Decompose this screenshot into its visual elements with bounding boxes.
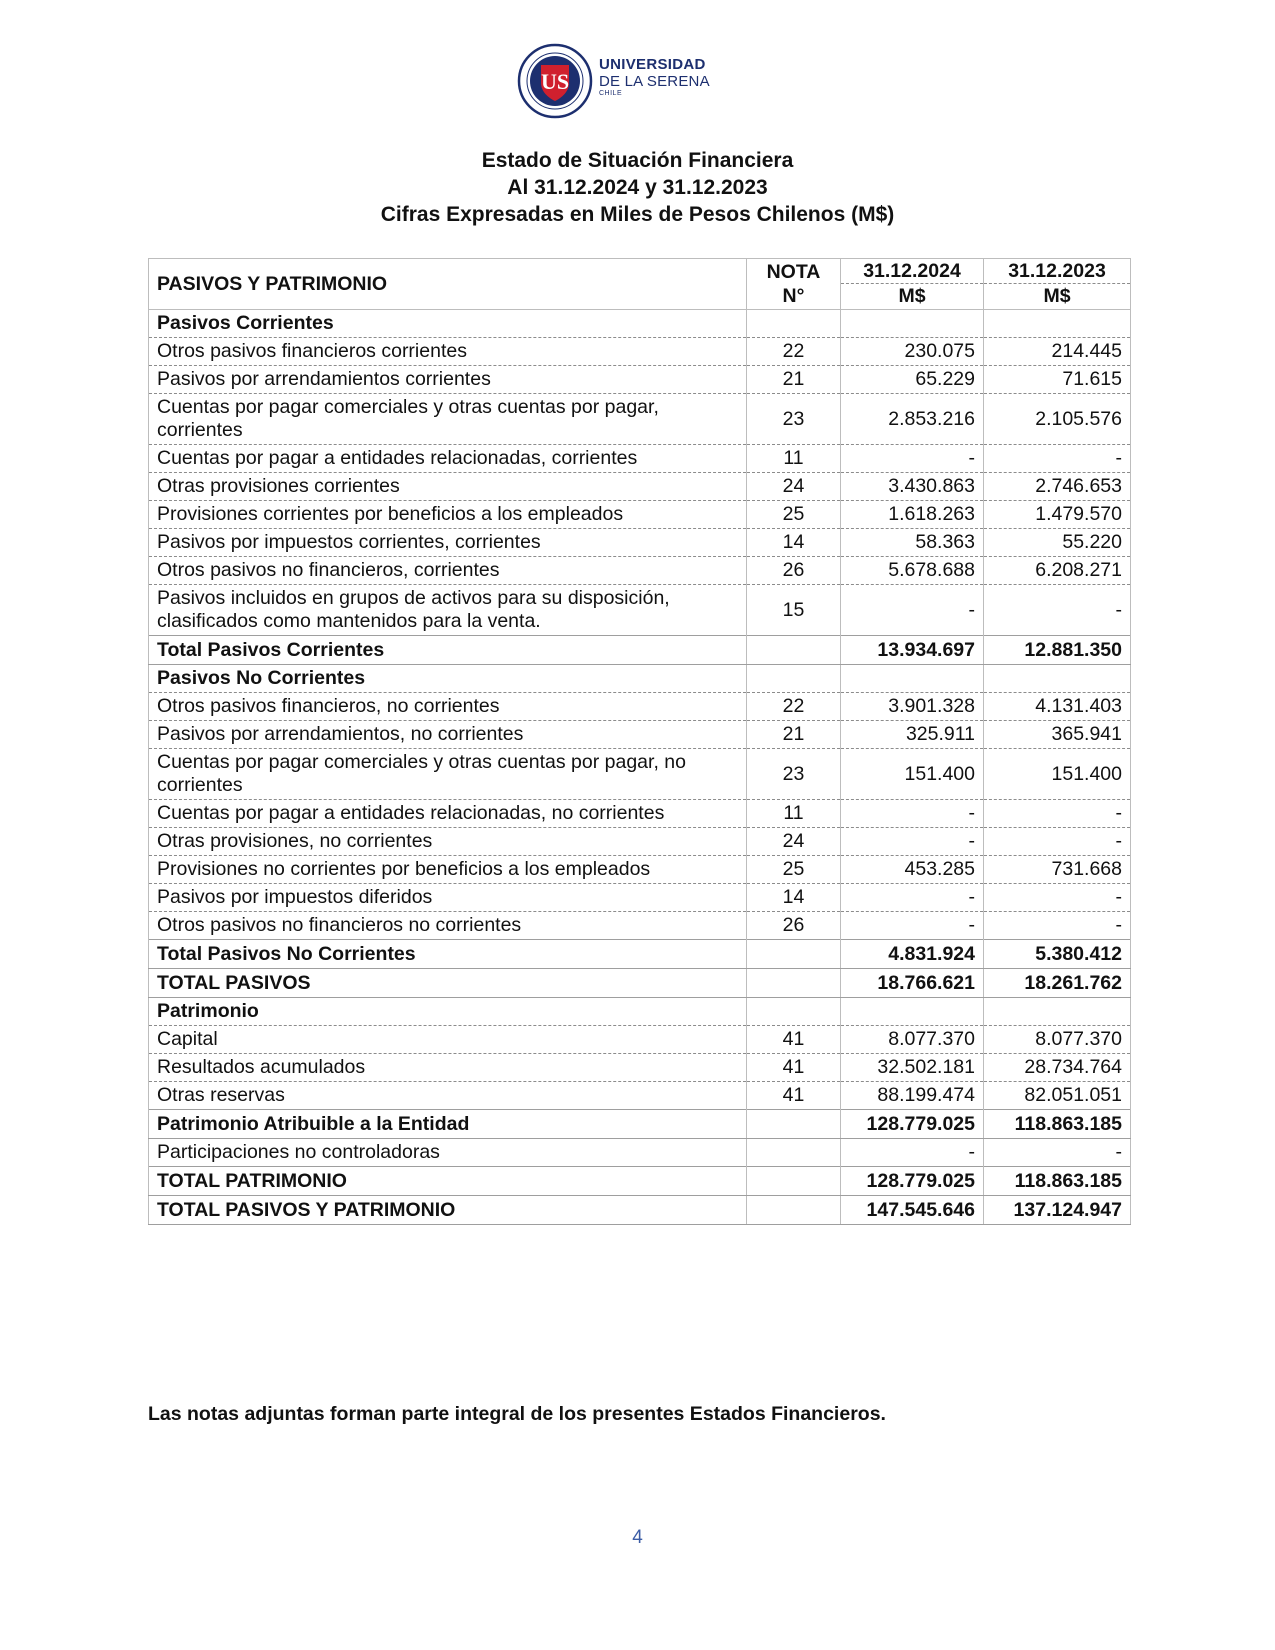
total-row [149, 1167, 1131, 1196]
title-line-2: Al 31.12.2024 y 31.12.2023 [507, 176, 768, 199]
row-value-2024: 230.075 [841, 338, 984, 366]
row-value-2023: 731.668 [984, 856, 1131, 884]
header-unit-2023: M$ [984, 284, 1131, 310]
row-nota: 25 [747, 501, 841, 529]
row-label: Pasivos por impuestos diferidos [149, 884, 747, 912]
row-value-2023: 5.380.412 [984, 940, 1131, 969]
row-nota [747, 1110, 841, 1139]
row-label: Pasivos por arrendamientos, no corrientes [149, 721, 747, 749]
table-row [149, 1082, 1131, 1110]
row-value-2024: 128.779.025 [841, 1167, 984, 1196]
header-nota-line2: N° [782, 285, 805, 307]
header-date-2024: 31.12.2024 [841, 259, 984, 284]
row-value-2023: 71.615 [984, 366, 1131, 394]
row-label: Resultados acumulados [149, 1054, 747, 1082]
row-nota [747, 998, 841, 1026]
row-nota: 14 [747, 529, 841, 557]
row-value-2024: 1.618.263 [841, 501, 984, 529]
row-label: Otros pasivos no financieros no corrientes [149, 912, 747, 940]
row-value-2024: 88.199.474 [841, 1082, 984, 1110]
row-value-2024: 3.901.328 [841, 693, 984, 721]
row-nota: 41 [747, 1054, 841, 1082]
row-value-2024: - [841, 800, 984, 828]
university-logo [517, 43, 717, 119]
total-row [149, 1110, 1131, 1139]
row-label: TOTAL PATRIMONIO [149, 1167, 747, 1196]
row-value-2024: - [841, 884, 984, 912]
table-row [149, 501, 1131, 529]
table-row [149, 828, 1131, 856]
row-nota: 21 [747, 721, 841, 749]
table-row [149, 884, 1131, 912]
row-nota: 41 [747, 1082, 841, 1110]
row-label: TOTAL PASIVOS [149, 969, 747, 998]
row-label: Provisiones no corrientes por beneficios a los empleados [149, 856, 747, 884]
row-label: Otras provisiones corrientes [149, 473, 747, 501]
row-value-2024 [841, 310, 984, 338]
row-nota: 11 [747, 800, 841, 828]
table-row [149, 338, 1131, 366]
row-nota: 23 [747, 749, 841, 800]
row-value-2023: 8.077.370 [984, 1026, 1131, 1054]
row-value-2023: 137.124.947 [984, 1196, 1131, 1225]
row-value-2024: - [841, 912, 984, 940]
row-value-2023: 2.746.653 [984, 473, 1131, 501]
title-line-1: Estado de Situación Financiera [481, 149, 794, 172]
total-row [149, 969, 1131, 998]
row-value-2023 [984, 310, 1131, 338]
logo-text [599, 57, 710, 98]
row-value-2024: 18.766.621 [841, 969, 984, 998]
table-row [149, 445, 1131, 473]
document-title [0, 147, 1275, 228]
row-value-2023: - [984, 1139, 1131, 1167]
university-seal-icon [517, 43, 593, 119]
table-row [149, 912, 1131, 940]
row-label: Otras reservas [149, 1082, 747, 1110]
row-nota: 22 [747, 338, 841, 366]
header-unit-2024: M$ [841, 284, 984, 310]
row-value-2024: 2.853.216 [841, 394, 984, 445]
row-value-2024: 13.934.697 [841, 636, 984, 665]
row-label: Otros pasivos financieros corrientes [149, 338, 747, 366]
section-header-row [149, 998, 1131, 1026]
row-value-2023: 6.208.271 [984, 557, 1131, 585]
row-value-2023: 2.105.576 [984, 394, 1131, 445]
row-label: Otros pasivos no financieros, corrientes [149, 557, 747, 585]
row-nota: 14 [747, 884, 841, 912]
row-label: Cuentas por pagar comerciales y otras cuentas por pagar, no corrientes [149, 749, 747, 800]
row-value-2024: 8.077.370 [841, 1026, 984, 1054]
row-value-2023 [984, 998, 1131, 1026]
row-nota: 21 [747, 366, 841, 394]
table-row [149, 693, 1131, 721]
row-value-2024: 453.285 [841, 856, 984, 884]
row-nota: 22 [747, 693, 841, 721]
row-label: Otras provisiones, no corrientes [149, 828, 747, 856]
header-date-2023: 31.12.2023 [984, 259, 1131, 284]
table-row [149, 1054, 1131, 1082]
table-row [149, 1026, 1131, 1054]
row-label: Total Pasivos No Corrientes [149, 940, 747, 969]
row-value-2023: 118.863.185 [984, 1167, 1131, 1196]
row-label: Patrimonio [149, 998, 747, 1026]
table-row [149, 856, 1131, 884]
row-label: Provisiones corrientes por beneficios a los empleados [149, 501, 747, 529]
financial-statement-table [148, 258, 1131, 1225]
row-value-2023: 4.131.403 [984, 693, 1131, 721]
row-label: Otros pasivos financieros, no corrientes [149, 693, 747, 721]
row-value-2024: 128.779.025 [841, 1110, 984, 1139]
table-row [149, 529, 1131, 557]
row-nota [747, 665, 841, 693]
row-value-2024: - [841, 445, 984, 473]
row-value-2024: - [841, 585, 984, 636]
row-nota: 15 [747, 585, 841, 636]
table-header-row [149, 259, 1131, 284]
footnote: Las notas adjuntas forman parte integral de los presentes Estados Financieros. [148, 1403, 886, 1425]
row-nota [747, 1167, 841, 1196]
row-value-2024: 325.911 [841, 721, 984, 749]
row-nota: 26 [747, 912, 841, 940]
row-value-2023: - [984, 585, 1131, 636]
row-nota: 24 [747, 828, 841, 856]
table-row [149, 394, 1131, 445]
total-row [149, 636, 1131, 665]
row-label: Participaciones no controladoras [149, 1139, 747, 1167]
table-row [149, 585, 1131, 636]
table-row [149, 557, 1131, 585]
header-nota-line1: NOTA [766, 261, 821, 283]
row-value-2023: - [984, 884, 1131, 912]
row-value-2023: 12.881.350 [984, 636, 1131, 665]
row-nota [747, 1196, 841, 1225]
table-row [149, 749, 1131, 800]
row-value-2023: 18.261.762 [984, 969, 1131, 998]
row-nota [747, 310, 841, 338]
row-label: Patrimonio Atribuible a la Entidad [149, 1110, 747, 1139]
svg-text:US: US [540, 69, 570, 94]
row-value-2024 [841, 998, 984, 1026]
section-header-row [149, 310, 1131, 338]
row-label: Pasivos por impuestos corrientes, corrientes [149, 529, 747, 557]
row-value-2023: - [984, 800, 1131, 828]
row-value-2023: 1.479.570 [984, 501, 1131, 529]
table-row [149, 800, 1131, 828]
table-row [149, 366, 1131, 394]
row-value-2023: 151.400 [984, 749, 1131, 800]
row-value-2023: 214.445 [984, 338, 1131, 366]
row-value-2024: 3.430.863 [841, 473, 984, 501]
row-nota: 23 [747, 394, 841, 445]
row-value-2023: 118.863.185 [984, 1110, 1131, 1139]
row-label: Total Pasivos Corrientes [149, 636, 747, 665]
row-value-2023: - [984, 445, 1131, 473]
row-value-2024: 32.502.181 [841, 1054, 984, 1082]
row-label: Pasivos No Corrientes [149, 665, 747, 693]
row-value-2023: 82.051.051 [984, 1082, 1131, 1110]
row-value-2023 [984, 665, 1131, 693]
row-value-2024: - [841, 1139, 984, 1167]
row-value-2023: 55.220 [984, 529, 1131, 557]
row-nota [747, 636, 841, 665]
row-value-2023: - [984, 828, 1131, 856]
logo-line-chile: CHILE [599, 90, 623, 97]
section-header-row [149, 665, 1131, 693]
table-row [149, 1139, 1131, 1167]
title-line-3: Cifras Expresadas en Miles de Pesos Chilenos (M$) [380, 203, 895, 226]
row-value-2024 [841, 665, 984, 693]
logo-line-university: UNIVERSIDAD [599, 56, 706, 73]
row-label: Pasivos por arrendamientos corrientes [149, 366, 747, 394]
row-label: Cuentas por pagar a entidades relacionadas, no corrientes [149, 800, 747, 828]
row-value-2024: - [841, 828, 984, 856]
row-nota: 41 [747, 1026, 841, 1054]
total-row [149, 1196, 1131, 1225]
row-value-2024: 58.363 [841, 529, 984, 557]
row-value-2024: 147.545.646 [841, 1196, 984, 1225]
row-value-2023: 28.734.764 [984, 1054, 1131, 1082]
row-value-2024: 151.400 [841, 749, 984, 800]
row-nota: 24 [747, 473, 841, 501]
header-label: PASIVOS Y PATRIMONIO [149, 259, 747, 310]
row-nota [747, 940, 841, 969]
row-value-2023: 365.941 [984, 721, 1131, 749]
row-label: TOTAL PASIVOS Y PATRIMONIO [149, 1196, 747, 1225]
row-label: Pasivos incluidos en grupos de activos para su disposición, clasificados como mantenidos para la venta. [149, 585, 747, 636]
row-label: Pasivos Corrientes [149, 310, 747, 338]
row-nota: 25 [747, 856, 841, 884]
row-label: Cuentas por pagar a entidades relacionadas, corrientes [149, 445, 747, 473]
header-nota [747, 259, 841, 310]
row-nota [747, 1139, 841, 1167]
logo-line-serena: DE LA SERENA [599, 73, 710, 90]
row-value-2024: 4.831.924 [841, 940, 984, 969]
total-row [149, 940, 1131, 969]
row-value-2024: 5.678.688 [841, 557, 984, 585]
table-row [149, 721, 1131, 749]
row-value-2024: 65.229 [841, 366, 984, 394]
table-row [149, 473, 1131, 501]
row-nota: 11 [747, 445, 841, 473]
row-nota [747, 969, 841, 998]
row-value-2023: - [984, 912, 1131, 940]
row-nota: 26 [747, 557, 841, 585]
row-label: Capital [149, 1026, 747, 1054]
row-label: Cuentas por pagar comerciales y otras cuentas por pagar, corrientes [149, 394, 747, 445]
page-number: 4 [632, 1527, 643, 1548]
